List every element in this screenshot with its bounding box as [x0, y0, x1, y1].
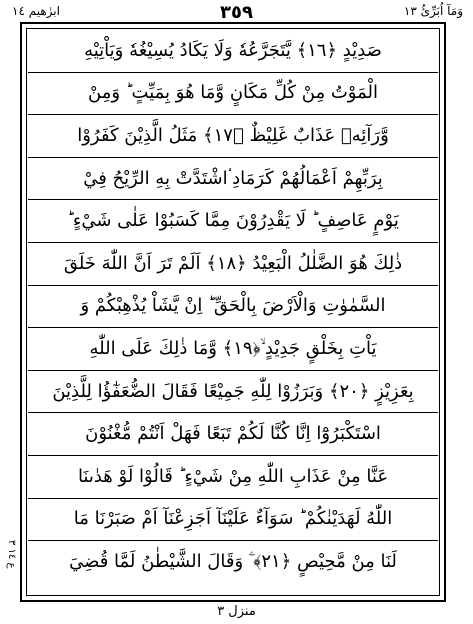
text-line-2: الْمَوْتُ مِنْ كُلِّ مَكَانٍ وَّمَا هُوَ بِمَيِّتٍ ؕ وَمِنْ: [28, 73, 438, 116]
ruku-marker: ع ١٤ ٣: [6, 540, 17, 569]
manzil-footer: منزل ٣: [217, 604, 256, 619]
text-line-10: اسْتَكْبَرُوْٓا اِنَّا كُنَّا لَكُمْ تَبَعًا فَهَلْ اَنْتُمْ مُّغْنُوْنَ: [28, 413, 438, 456]
juz-header: وَمَآ اُبَرِّئُ ١٣: [403, 4, 463, 18]
text-line-12: اللّٰهُ لَهَدَيْنٰكُمْ ؕ سَوَآءٌ عَلَيْنَآ اَجَزِعْنَآ اَمْ صَبَرْنَا مَا: [28, 499, 438, 542]
text-line-1: صَدِيْدٍ ﴿١٦﴾ يَّتَجَرَّعُهٗ وَلَا يَكَادُ يُسِيْغُهٗ وَيَاْتِيْهِ: [28, 30, 438, 73]
text-line-5: يَوْمٍ عَاصِفٍ ؕ لَا يَقْدِرُوْنَ مِمَّا كَسَبُوْا عَلٰى شَيْءٍ ؕ: [28, 200, 438, 243]
page-number: ٣٥٩: [220, 2, 253, 23]
chapter-header: ابرٰهیم ١٤: [12, 4, 60, 18]
text-line-11: عَنَّا مِنْ عَذَابِ اللّٰهِ مِنْ شَيْءٍ ؕ قَالُوْا لَوْ هَدٰىنَا: [28, 456, 438, 499]
text-line-8: يَاْتِ بِخَلْقٍ جَدِيْدٍ ۙ﴿١٩﴾ وَّمَا ذٰلِكَ عَلَى اللّٰهِ: [28, 328, 438, 371]
text-line-3: وَّرَآئِهٖ عَذَابٌ غَلِيْظٌ ﴿١٧﴾ مَثَلُ الَّذِيْنَ كَفَرُوْا: [28, 115, 438, 158]
text-line-6: ذٰلِكَ هُوَ الضَّلٰلُ الْبَعِيْدُ ﴿١٨﴾ اَلَمْ تَرَ اَنَّ اللّٰهَ خَلَقَ: [28, 243, 438, 286]
text-line-9: بِعَزِيْزٍ ﴿٢٠﴾ وَبَرَزُوْا لِلّٰهِ جَمِيْعًا فَقَالَ الضُّعَفٰٓؤُا لِلَّذِيْنَ: [28, 371, 438, 414]
text-line-13: لَنَا مِنْ مَّحِيْصٍ ﴿٢١﴾ ۧ وَقَالَ الشَّيْطٰنُ لَمَّا قُضِيَ: [69, 551, 397, 573]
text-line-4: بِرَبِّهِمْ اَعْمَالُهُمْ كَرَمَادِ ۟اشْتَدَّتْ بِهِ الرِّيْحُ فِيْ: [28, 158, 438, 201]
text-line-7: السَّمٰوٰتِ وَالْاَرْضَ بِالْحَقِّ ؕ اِنْ يَّشَاْ يُذْهِبْكُمْ وَ: [28, 286, 438, 329]
text-block: [28, 30, 438, 584]
